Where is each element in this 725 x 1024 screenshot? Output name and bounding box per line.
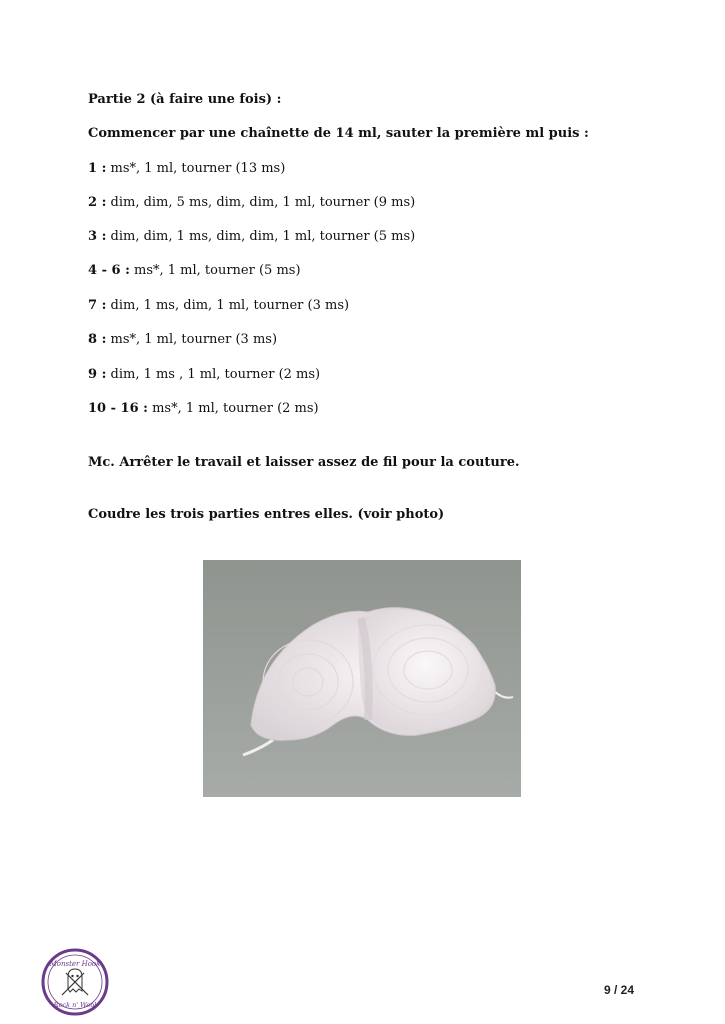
intro-instruction: Commencer par une chaînette de 14 ml, sauter la première ml puis : <box>88 126 589 141</box>
row-text: ms*, 1 ml, tourner (13 ms) <box>106 161 286 176</box>
row-label: 2 : <box>88 195 107 210</box>
row-instruction <box>88 195 415 211</box>
row-text: dim, dim, 5 ms, dim, dim, 1 ml, tourner (9 ms) <box>106 195 416 210</box>
row-label: 10 - 16 : <box>88 401 148 416</box>
row-label: 1 : <box>88 161 107 176</box>
page-number: 9 / 24 <box>604 983 635 997</box>
svg-text:Rock n' Wool: Rock n' Wool <box>53 1001 97 1009</box>
row-instruction <box>88 332 277 348</box>
brand-logo <box>40 947 110 1017</box>
logo-seal-icon <box>40 947 110 1017</box>
row-instruction <box>88 229 415 245</box>
row-label: 9 : <box>88 367 107 382</box>
row-label: 7 : <box>88 298 107 313</box>
svg-text:Monster Hook: Monster Hook <box>49 960 101 968</box>
row-instruction <box>88 401 319 417</box>
row-text: ms*, 1 ml, tourner (2 ms) <box>147 401 319 416</box>
assembly-instruction: Coudre les trois parties entres elles. (voir photo) <box>88 507 445 522</box>
finish-instruction: Mc. Arrêter le travail et laisser assez de fil pour la couture. <box>88 455 520 470</box>
row-instruction <box>88 367 320 383</box>
row-instruction <box>88 161 285 177</box>
row-label: 8 : <box>88 332 107 347</box>
section-heading: Partie 2 (à faire une fois) : <box>88 92 282 107</box>
row-text: dim, dim, 1 ms, dim, dim, 1 ml, tourner (5 ms) <box>106 229 416 244</box>
row-text: dim, 1 ms , 1 ml, tourner (2 ms) <box>106 367 321 382</box>
row-label: 3 : <box>88 229 107 244</box>
crochet-photo <box>203 560 521 797</box>
row-label: 4 - 6 : <box>88 263 130 278</box>
row-text: ms*, 1 ml, tourner (3 ms) <box>106 332 278 347</box>
row-instruction <box>88 298 349 314</box>
row-text: ms*, 1 ml, tourner (5 ms) <box>129 263 301 278</box>
row-instruction <box>88 263 301 279</box>
crochet-piece-image <box>203 560 521 797</box>
row-text: dim, 1 ms, dim, 1 ml, tourner (3 ms) <box>106 298 350 313</box>
